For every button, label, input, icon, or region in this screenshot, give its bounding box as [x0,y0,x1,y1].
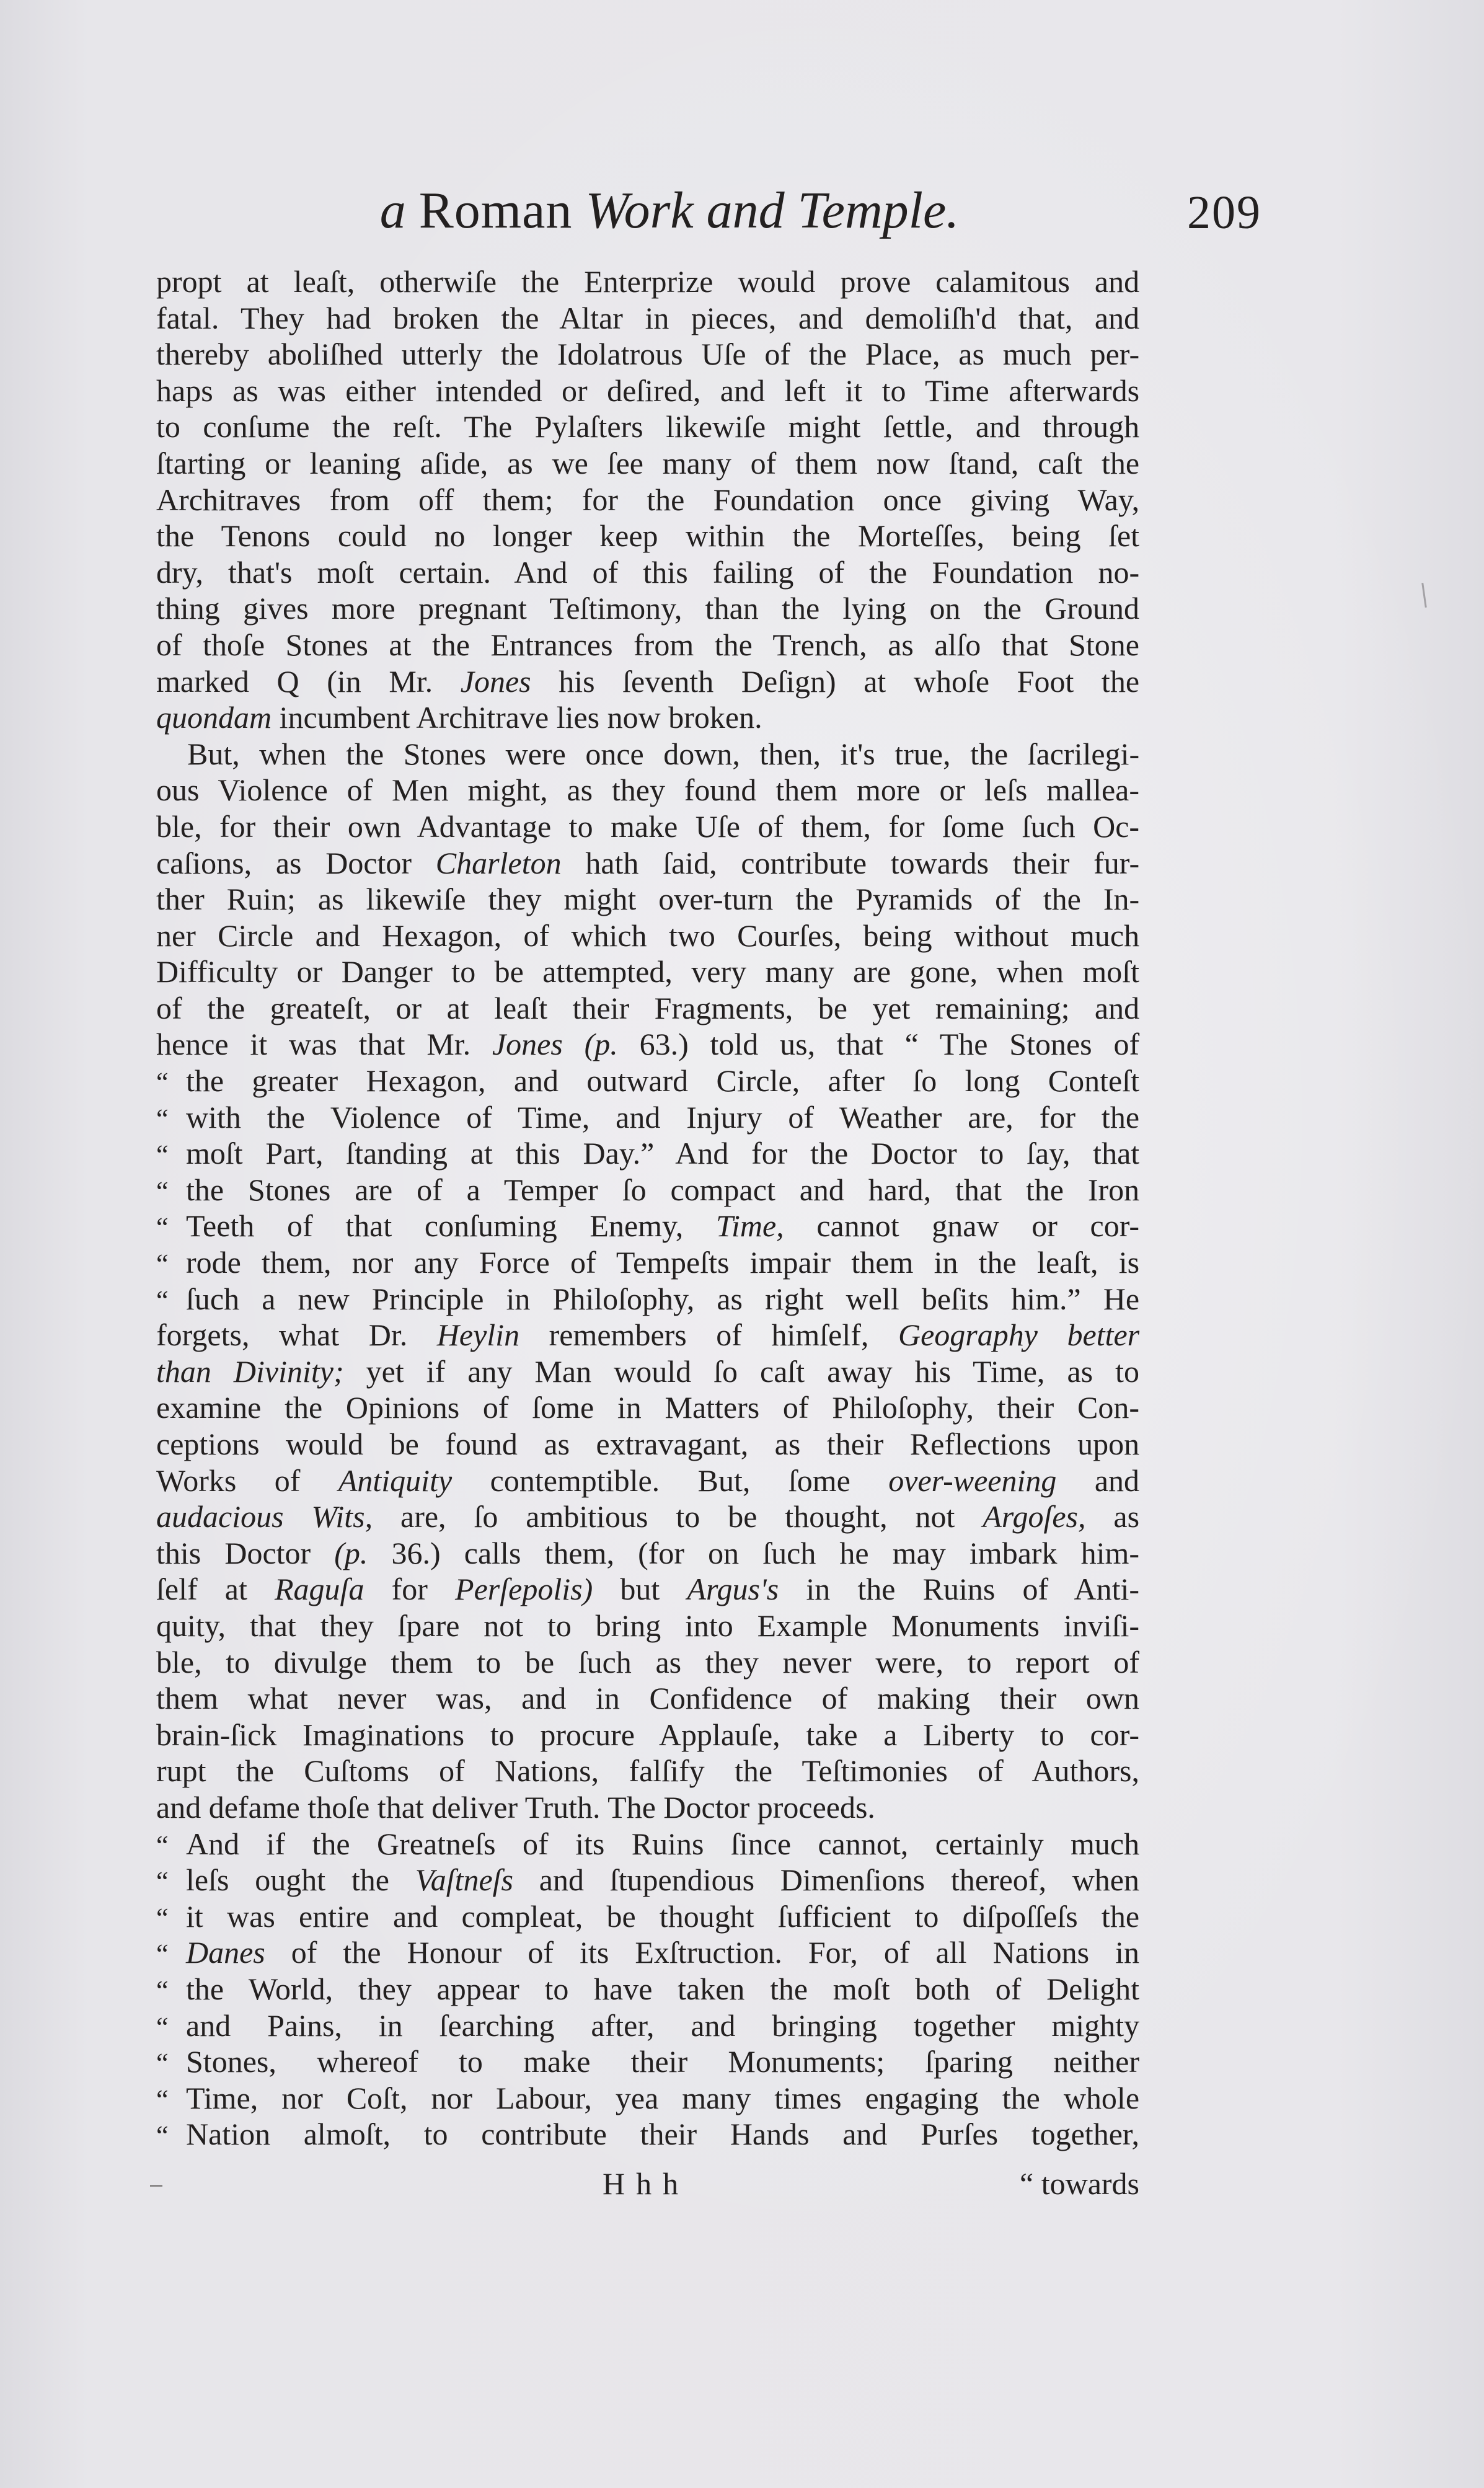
quote-mark: “ [156,1140,169,1171]
line-text: than Divinity; yet if any Man would ſo caſt away his Time, as to [156,1353,1139,1389]
text-line [156,845,1139,882]
quoted-text-line [156,2008,1139,2044]
quote-mark: “ [156,2120,169,2151]
quoted-text-line [156,1862,1139,1898]
line-text: leſs ought the Vaſtneſs and ſtupendious Dimenſions thereof, when [186,1862,1140,1898]
text-line [156,373,1139,409]
line-text: ous Violence of Men might, as they found them more or leſs mallea- [156,773,1140,808]
quote-mark: “ [156,1939,169,1970]
quote-mark: “ [156,1249,169,1280]
quoted-text-line [156,1244,1139,1281]
quoted-text-line [156,1971,1139,2008]
line-text: ſuch a new Principle in Philoſophy, as right well beſits him.” He [186,1281,1140,1316]
line-text: Difficulty or Danger to be attempted, very many are gone, when moſt [156,954,1139,989]
quote-mark: “ [156,2084,169,2115]
line-text: But, when the Stones were once down, then, it's true, the ſacrilegi- [187,736,1140,771]
quote-mark: “ [156,1902,169,1933]
text-line [156,1753,1139,1789]
line-text: Teeth of that conſuming Enemy, Time, cannot gnaw or cor- [186,1208,1139,1244]
line-text: thereby aboliſhed utterly the Idolatrous Uſe of the Place, as much per- [156,337,1140,372]
line-text: ble, for their own Advantage to make Uſe of them, for ſome ſuch Oc- [156,808,1140,844]
quoted-text-line [156,1135,1139,1172]
line-text: Stones, whereof to make their Monuments; ſparing neither [186,2044,1140,2079]
text-line [156,1608,1139,1644]
text-line [156,554,1139,591]
line-text: caſions, as Doctor Charleton hath ſaid, contribute towards their fur- [156,845,1140,880]
text-line [156,1680,1139,1717]
text-line [156,699,1139,736]
quoted-text-line [156,2043,1139,2080]
footer-tick-mark [150,2185,162,2187]
quoted-text-line [156,1281,1139,1317]
text-line [156,736,1139,773]
quote-mark: “ [156,2011,169,2042]
text-line [156,1317,1139,1353]
quoted-text-line [156,1172,1139,1208]
text-line [156,482,1139,518]
line-text: ble, to divulge them to be ſuch as they never were, to report of [156,1644,1140,1680]
quoted-text-line [156,1826,1139,1862]
quote-mark: “ [156,1103,169,1134]
text-line [156,300,1139,337]
line-text: ther Ruin; as likewiſe they might over-turn the Pyramids of the In- [156,882,1140,917]
line-text: Works of Antiquity contemptible. But, ſome over-weening and [156,1463,1140,1498]
line-text: it was entire and compleat, be thought ſufficient to diſpoſſeſs the [186,1898,1140,1934]
running-title-rest: Work and Temple. [572,182,960,239]
line-text: rode them, nor any Force of Tempeſts impair them in the leaſt, is [186,1245,1140,1280]
line-text: haps as was either intended or deſired, and left it to Time afterwards [156,373,1140,408]
line-text: and Pains, in ſearching after, and bringing together mighty [186,2008,1140,2043]
text-line [156,518,1139,554]
quote-mark: “ [156,1975,169,2006]
text-line [156,627,1139,663]
quoted-text-line [156,1099,1139,1136]
line-text: to conſume the reſt. The Pylaſters likewiſe might ſettle, and through [156,409,1140,445]
text-line [156,1717,1139,1753]
line-text: thing gives more pregnant Teſtimony, than the lying on the Ground [156,591,1139,626]
line-text: ceptions would be found as extravagant, as their Reflections upon [156,1427,1140,1461]
line-text: rupt the Cuſtoms of Nations, falſify the Teſtimonies of Authors, [156,1753,1140,1789]
line-text: Danes of the Honour of its Exſtruction. For, of all Nations in [186,1935,1140,1970]
line-text: Time, nor Coſt, nor Labour, yea many times engaging the whole [186,2080,1140,2115]
line-text: quity, that they ſpare not to bring into Example Monuments inviſi- [156,1608,1140,1643]
line-text: Architraves from off them; for the Foundation once giving Way, [156,482,1140,517]
quote-mark: “ [156,1830,169,1861]
line-text: with the Violence of Time, and Injury of Weather are, for the [186,1099,1140,1135]
text-line [156,336,1139,373]
quote-mark: “ [156,1866,169,1897]
line-text: of thoſe Stones at the Entrances from the Trench, as alſo that Stone [156,627,1140,662]
quoted-text-line [156,1898,1139,1935]
line-text: fatal. They had broken the Altar in pieces, and demoliſh'd that, and [156,300,1140,335]
line-text: the Stones are of a Temper ſo compact and hard, that the Iron [186,1172,1140,1207]
line-text: this Doctor (p. 36.) calls them, (for on ſuch he may imbark him- [156,1535,1140,1570]
line-text: moſt Part, ſtanding at this Day.” And for the Doctor to ſay, that [186,1136,1140,1171]
text-line [156,1353,1139,1390]
line-text: of the greateſt, or at leaſt their Fragments, be yet remaining; and [156,990,1140,1025]
text-line [156,1026,1139,1063]
line-text: and defame thoſe that deliver Truth. The Doctor proceeds. [156,1789,875,1825]
text-line [156,1644,1139,1681]
text-line [156,1463,1139,1499]
line-text: the World, they appear to have taken the moſt both of Delight [186,1971,1140,2006]
text-line [156,954,1139,990]
page-number: 209 [1187,187,1261,239]
quoted-text-line [156,2080,1139,2117]
page-header [0,177,1484,251]
line-text: dry, that's moſt certain. And of this failing of the Foundation no- [156,554,1140,590]
text-line [156,263,1139,300]
text-line [156,990,1139,1027]
text-line [156,1789,1139,1826]
line-text: audacious Wits, are, ſo ambitious to be thought, not Argoſes, as [156,1499,1140,1534]
line-text: ſtarting or leaning aſide, as we ſee many of them now ſtand, caſt the [156,445,1140,480]
page-footer [156,2165,1139,2202]
text-line [156,1499,1139,1535]
text-line [156,1535,1139,1572]
line-text: ner Circle and Hexagon, of which two Courſes, being without much [156,918,1140,953]
signature-mark: Hhh [603,2166,690,2201]
catchword: “ towards [1020,2166,1139,2201]
line-text: ſelf at Raguſa for Perſepolis) but Argus's in the Ruins of Anti- [156,1572,1140,1607]
quote-mark: “ [156,1285,169,1316]
line-text: the Tenons could no longer keep within the Morteſſes, being ſet [156,518,1140,554]
text-line [156,590,1139,627]
line-text: the greater Hexagon, and outward Circle, after ſo long Conteſt [186,1063,1140,1099]
text-line [156,1571,1139,1608]
line-text: examine the Opinions of ſome in Matters of Philoſophy, their Con- [156,1390,1140,1425]
text-line [156,409,1139,445]
text-line [156,772,1139,808]
line-text: forgets, what Dr. Heylin remembers of himſelf, Geography better [156,1317,1140,1353]
line-text: quondam incumbent Architrave lies now broken. [156,700,762,735]
text-line [156,445,1139,482]
line-text: hence it was that Mr. Jones (p. 63.) told us, that “ The Stones of [156,1027,1140,1062]
text-line [156,881,1139,918]
line-text: propt at leaſt, otherwiſe the Enterprize would prove calamitous and [156,264,1140,299]
quoted-text-line [156,1063,1139,1099]
quoted-text-line [156,2116,1139,2153]
quoted-text-line [156,1934,1139,1971]
quote-mark: “ [156,1212,169,1243]
line-text: brain-ſick Imaginations to procure Applauſe, take a Liberty to cor- [156,1717,1140,1752]
text-line [156,1389,1139,1426]
quote-mark: “ [156,1175,169,1206]
running-title-article: a [379,182,419,239]
line-text: Nation almoſt, to contribute their Hands and Purſes together, [186,2117,1140,2152]
running-title-roman: Roman [418,182,573,239]
line-text: And if the Greatneſs of its Ruins ſince cannot, certainly much [186,1826,1140,1861]
margin-pencil-mark [1421,583,1427,608]
line-text: them what never was, and in Confidence of making their own [156,1681,1140,1716]
text-line [156,808,1139,845]
quote-mark: “ [156,2048,169,2079]
text-line [156,918,1139,954]
text-line [156,663,1139,700]
quoted-text-line [156,1208,1139,1244]
quote-mark: “ [156,1067,169,1098]
text-line [156,1426,1139,1463]
line-text: marked Q (in Mr. Jones his ſeventh Deſign) at whoſe Foot the [156,663,1140,699]
body-text [156,263,1139,2153]
running-title [347,177,992,245]
